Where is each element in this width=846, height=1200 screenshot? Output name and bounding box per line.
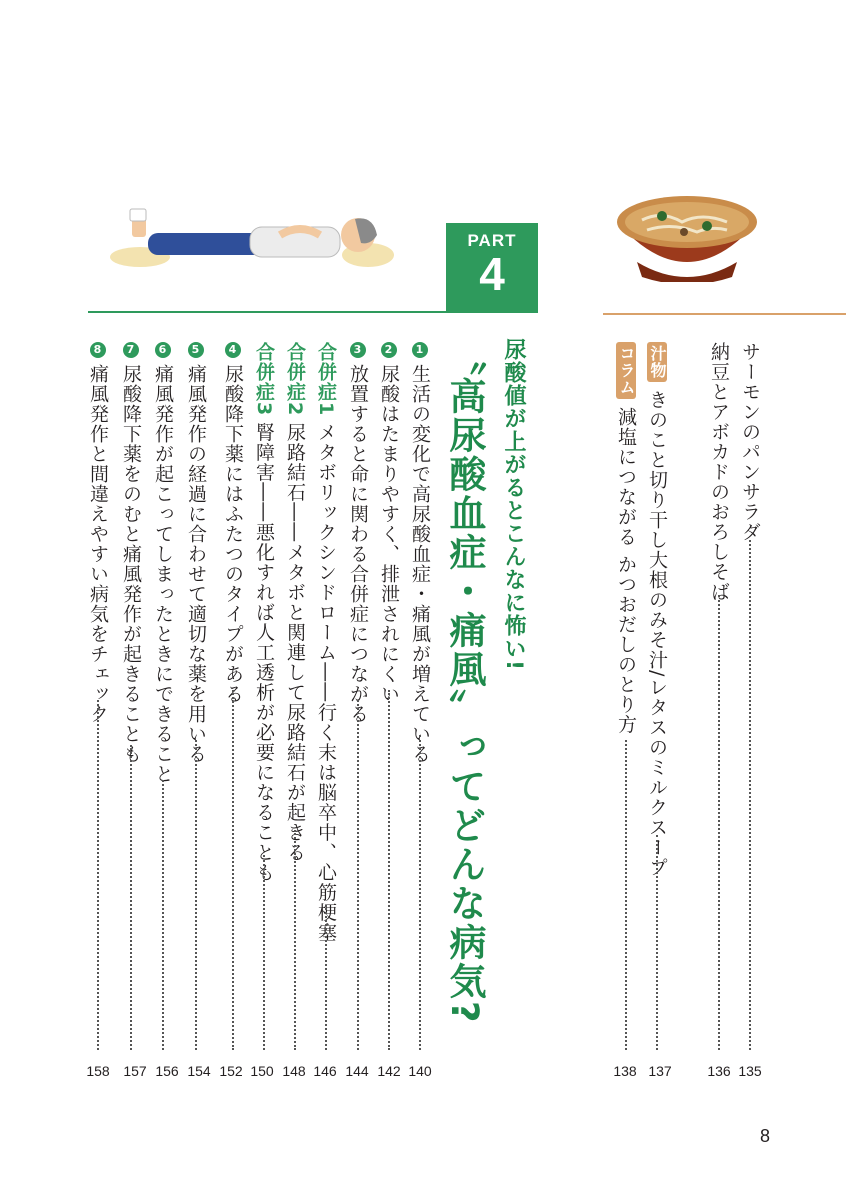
page-number: 154 xyxy=(187,1063,211,1079)
page-number: 150 xyxy=(250,1063,274,1079)
page-number: 137 xyxy=(648,1063,672,1079)
toc-entry-prev-1[interactable]: サーモンのパンサラダ xyxy=(739,342,761,542)
toc-entry-10[interactable]: 7尿酸降下薬をのむと痛風発作が起きることも xyxy=(120,343,142,764)
leader-dots xyxy=(130,745,132,1050)
leader-dots xyxy=(162,780,164,1050)
toc-entry-4[interactable]: 合併症1メタボリックシンドローム――行く末は脳卒中、心筋梗塞 xyxy=(315,342,337,943)
leader-dots xyxy=(195,740,197,1050)
page-number: 152 xyxy=(219,1063,243,1079)
page-number: 136 xyxy=(707,1063,731,1079)
toc-entry-prev-3[interactable]: 汁物きのこと切り干し大根のみそ汁/レタスのミルクスープ xyxy=(647,342,667,877)
leader-dots xyxy=(625,740,627,1050)
complication-label: 合併症3 xyxy=(253,342,275,417)
page-number: 142 xyxy=(377,1063,401,1079)
toc-entry-8[interactable]: 5痛風発作の経過に合わせて適切な薬を用いる xyxy=(185,343,207,764)
category-tag: 汁物 xyxy=(647,342,667,382)
leader-dots xyxy=(357,700,359,1050)
entry-number-badge: 6 xyxy=(155,342,171,358)
leader-dots xyxy=(419,735,421,1050)
complication-label: 合併症1 xyxy=(315,342,337,417)
toc-entry-7[interactable]: 4尿酸降下薬にはふたつのタイプがある xyxy=(222,343,244,704)
folio-page-number: 8 xyxy=(760,1126,771,1146)
page-number: 140 xyxy=(408,1063,432,1079)
leader-dots xyxy=(718,595,720,1050)
toc-entry-6[interactable]: 合併症3腎障害――悪化すれば人工透析が必要になることも xyxy=(253,342,275,883)
toc-entry-9[interactable]: 6痛風発作が起こってしまったときにできること xyxy=(152,343,174,784)
leader-dots xyxy=(97,700,99,1050)
page-number: 156 xyxy=(155,1063,179,1079)
toc-entry-1[interactable]: 1生活の変化で高尿酸血症・痛風が増えている xyxy=(409,343,431,764)
entry-number-badge: 1 xyxy=(412,342,428,358)
divider-right xyxy=(603,313,846,315)
toc-entry-prev-4[interactable]: コラム減塩につながる かつおだしのとり方 xyxy=(616,342,636,734)
complication-label: 合併症2 xyxy=(284,342,306,417)
page-number: 138 xyxy=(613,1063,637,1079)
page-number: 144 xyxy=(345,1063,369,1079)
leader-dots xyxy=(749,540,751,1050)
part-label: PART xyxy=(467,231,517,250)
page-number: 146 xyxy=(313,1063,337,1079)
part-number: 4 xyxy=(479,248,505,300)
entry-number-badge: 4 xyxy=(225,342,241,358)
leader-dots xyxy=(232,690,234,1050)
entry-number-badge: 7 xyxy=(123,342,139,358)
leader-dots xyxy=(656,835,658,1050)
leader-dots xyxy=(294,830,296,1050)
page-number: 158 xyxy=(86,1063,110,1079)
part-badge xyxy=(446,223,538,313)
toc-entry-11[interactable]: 8痛風発作と間違えやすい病気をチェック xyxy=(87,343,109,724)
entry-number-badge: 2 xyxy=(381,342,397,358)
miso-soup-bowl-illustration xyxy=(612,192,762,282)
entry-number-badge: 8 xyxy=(90,342,106,358)
column-tag: コラム xyxy=(616,342,636,399)
page-number: 148 xyxy=(282,1063,306,1079)
leader-dots xyxy=(388,690,390,1050)
part-title: 〝高尿酸血症・痛風〟ってどんな病気? xyxy=(443,338,486,1025)
page-number: 135 xyxy=(738,1063,762,1079)
toc-entry-prev-2[interactable]: 納豆とアボカドのおろしそば xyxy=(708,342,730,602)
part-subtitle: 尿酸値が上がるとこんなに怖い! xyxy=(501,338,526,672)
lying-man-illustration xyxy=(100,205,400,275)
toc-entry-5[interactable]: 合併症2尿路結石――メタボと関連して尿路結石が起きる xyxy=(284,342,306,863)
entry-number-badge: 5 xyxy=(188,342,204,358)
toc-entry-2[interactable]: 2尿酸はたまりやすく、排泄されにくい xyxy=(378,343,400,704)
toc-entry-3[interactable]: 3放置すると命に関わる合併症につながる xyxy=(347,343,369,724)
entry-number-badge: 3 xyxy=(350,342,366,358)
leader-dots xyxy=(325,905,327,1050)
leader-dots xyxy=(263,855,265,1050)
page-number: 157 xyxy=(123,1063,147,1079)
